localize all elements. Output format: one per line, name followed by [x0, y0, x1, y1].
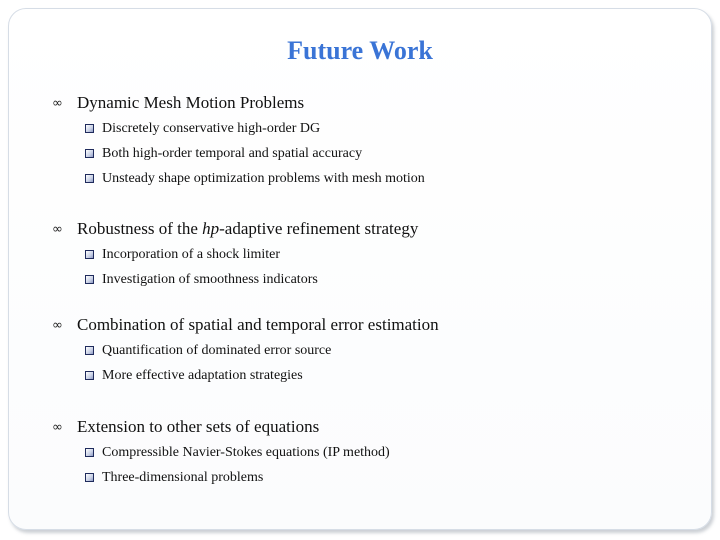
main-bullet-item — [52, 415, 390, 439]
list-item-text: Discretely conservative high-order DG — [102, 120, 321, 136]
sub-list — [85, 440, 390, 490]
infinity-bullet-icon: ∞ — [52, 95, 62, 111]
square-bullet-icon — [85, 275, 94, 284]
square-bullet-icon — [85, 448, 94, 457]
list-item — [85, 363, 439, 388]
square-bullet-icon — [85, 473, 94, 482]
main-bullet-item — [52, 217, 418, 241]
square-bullet-icon — [85, 174, 94, 183]
sub-list — [85, 116, 425, 191]
section-heading: Dynamic Mesh Motion Problems — [77, 93, 305, 112]
list-item-text: Investigation of smoothness indicators — [102, 271, 318, 287]
square-bullet-icon — [85, 250, 94, 259]
slide-title: Future Work — [287, 36, 433, 65]
list-item — [85, 267, 418, 292]
main-bullet-item — [52, 313, 439, 337]
list-item-text: Both high-order temporal and spatial accuracy — [102, 145, 363, 161]
section-extension — [52, 415, 390, 490]
infinity-bullet-icon: ∞ — [52, 317, 62, 333]
section-error-estimation — [52, 313, 439, 388]
list-item — [85, 116, 425, 141]
list-item-text: Compressible Navier-Stokes equations (IP method) — [102, 444, 390, 460]
list-item — [85, 141, 425, 166]
heading-emphasis: hp — [202, 219, 220, 238]
list-item — [85, 465, 390, 490]
section-heading — [77, 219, 418, 239]
main-bullet-item — [52, 91, 425, 115]
section-heading: Combination of spatial and temporal error estimation — [77, 315, 439, 334]
section-robustness — [52, 217, 418, 292]
square-bullet-icon — [85, 371, 94, 380]
list-item-text: Quantification of dominated error source — [102, 342, 332, 358]
square-bullet-icon — [85, 346, 94, 355]
list-item-text: Three-dimensional problems — [102, 469, 264, 485]
heading-part: Robustness of the — [77, 219, 203, 238]
section-heading: Extension to other sets of equations — [77, 417, 320, 436]
list-item — [85, 338, 439, 363]
square-bullet-icon — [85, 149, 94, 158]
list-item — [85, 440, 390, 465]
heading-part: -adaptive refinement strategy — [219, 219, 419, 238]
sub-list — [85, 242, 418, 292]
square-bullet-icon — [85, 124, 94, 133]
infinity-bullet-icon: ∞ — [52, 419, 62, 435]
sub-list — [85, 338, 439, 388]
infinity-bullet-icon: ∞ — [52, 221, 62, 237]
section-dynamic-mesh — [52, 91, 425, 191]
list-item — [85, 242, 418, 267]
list-item-text: Unsteady shape optimization problems with mesh motion — [102, 170, 425, 186]
list-item-text: Incorporation of a shock limiter — [102, 246, 281, 262]
list-item-text: More effective adaptation strategies — [102, 367, 303, 383]
list-item — [85, 166, 425, 191]
